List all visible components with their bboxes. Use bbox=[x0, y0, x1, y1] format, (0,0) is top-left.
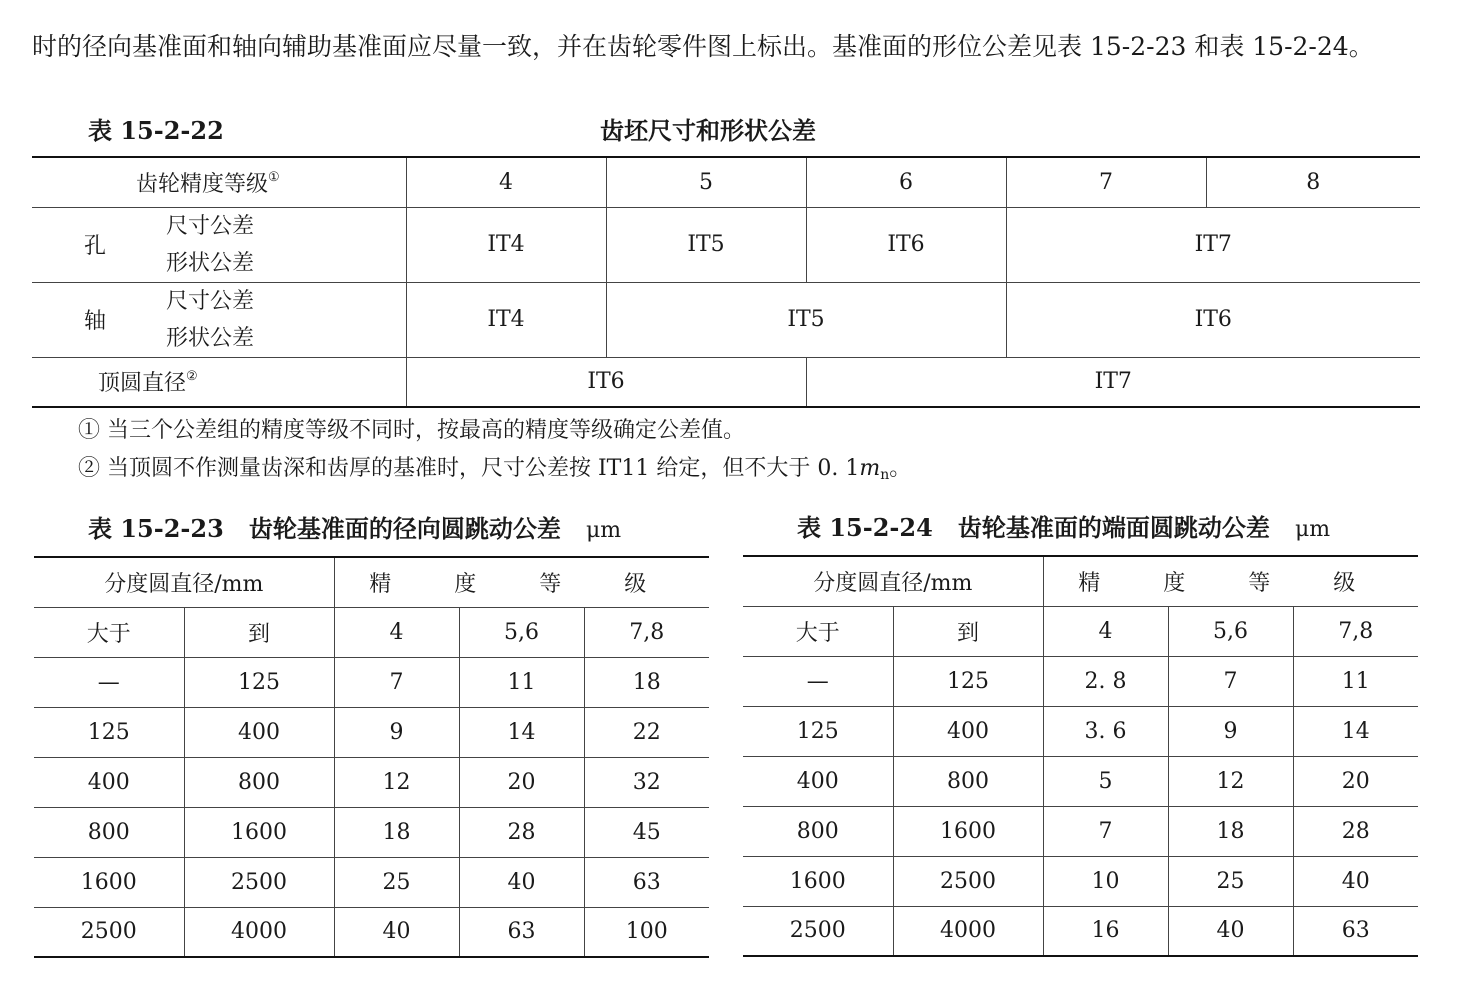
grade-header-cell: 齿轮精度等级① bbox=[32, 157, 406, 207]
cell: 400 bbox=[893, 706, 1043, 756]
cell: 25 bbox=[1168, 856, 1293, 906]
cell: 14 bbox=[1293, 706, 1418, 756]
table2-caption: 表 15-2-23 齿轮基准面的径向圆跳动公差 μm bbox=[88, 514, 622, 543]
note-1: ① 当三个公差组的精度等级不同时，按最高的精度等级确定公差值。 bbox=[78, 418, 745, 443]
shaft-it6: IT6 bbox=[1006, 282, 1420, 357]
cell: 20 bbox=[459, 757, 584, 807]
table-row bbox=[743, 706, 1418, 756]
cell: 7 bbox=[1168, 656, 1293, 706]
grade-header: 精 度 等 级 bbox=[334, 557, 709, 607]
size-tolerance-label: 尺寸公差 bbox=[166, 288, 255, 314]
col-grade-4: 4 bbox=[334, 607, 459, 657]
cell: 9 bbox=[334, 707, 459, 757]
cell: — bbox=[34, 657, 184, 707]
tip-it6: IT6 bbox=[406, 357, 806, 407]
grade-cell: 8 bbox=[1206, 157, 1420, 207]
cell: 3. 6 bbox=[1043, 706, 1168, 756]
radial-runout-table bbox=[34, 556, 709, 958]
cell: 4000 bbox=[893, 906, 1043, 956]
hole-it6: IT6 bbox=[806, 207, 1006, 282]
col-grade-5-6: 5,6 bbox=[1168, 606, 1293, 656]
intro-paragraph: 时的径向基准面和轴向辅助基准面应尽量一致，并在齿轮零件图上标出。基准面的形位公差见表 15-2-23 和表 15-2-24。 bbox=[32, 32, 1374, 61]
col-grade-7-8: 7,8 bbox=[1293, 606, 1418, 656]
cell: 28 bbox=[459, 807, 584, 857]
cell: — bbox=[743, 656, 893, 706]
diameter-header: 分度圆直径/mm bbox=[34, 557, 334, 607]
cell: 32 bbox=[584, 757, 709, 807]
cell: 1600 bbox=[743, 856, 893, 906]
table-row bbox=[34, 707, 709, 757]
cell: 63 bbox=[1293, 906, 1418, 956]
col-grade-4: 4 bbox=[1043, 606, 1168, 656]
table-row bbox=[34, 757, 709, 807]
table-row bbox=[743, 806, 1418, 856]
cell: 1600 bbox=[184, 807, 334, 857]
axial-runout-table bbox=[743, 555, 1418, 957]
cell: 400 bbox=[743, 756, 893, 806]
hole-label: 孔 bbox=[83, 234, 106, 259]
table-row bbox=[743, 656, 1418, 706]
note-2: ② 当顶圆不作测量齿深和齿厚的基准时，尺寸公差按 IT11 给定，但不大于 0. 1mn。 bbox=[78, 456, 912, 483]
table-row bbox=[743, 856, 1418, 906]
shaft-row-header bbox=[32, 282, 406, 357]
cell: 45 bbox=[584, 807, 709, 857]
cell: 2500 bbox=[743, 906, 893, 956]
cell: 25 bbox=[334, 857, 459, 907]
cell: 7 bbox=[1043, 806, 1168, 856]
col-grade-7-8: 7,8 bbox=[584, 607, 709, 657]
table-row bbox=[34, 807, 709, 857]
cell: 125 bbox=[893, 656, 1043, 706]
shaft-label: 轴 bbox=[83, 309, 106, 334]
cell: 14 bbox=[459, 707, 584, 757]
size-tolerance-label: 尺寸公差 bbox=[166, 213, 255, 239]
cell: 18 bbox=[584, 657, 709, 707]
cell: 2500 bbox=[34, 907, 184, 957]
cell: 16 bbox=[1043, 906, 1168, 956]
col-to: 到 bbox=[184, 607, 334, 657]
grade-cell: 7 bbox=[1006, 157, 1206, 207]
table1-notes bbox=[78, 412, 911, 494]
table1-number: 表 15-2-22 bbox=[88, 116, 224, 145]
table-row bbox=[34, 857, 709, 907]
cell: 800 bbox=[34, 807, 184, 857]
cell: 18 bbox=[334, 807, 459, 857]
cell: 125 bbox=[34, 707, 184, 757]
cell: 22 bbox=[584, 707, 709, 757]
cell: 800 bbox=[184, 757, 334, 807]
cell: 7 bbox=[334, 657, 459, 707]
cell: 18 bbox=[1168, 806, 1293, 856]
tip-diameter-header: 顶圆直径② bbox=[32, 357, 406, 407]
form-tolerance-label: 形状公差 bbox=[166, 325, 255, 351]
cell: 28 bbox=[1293, 806, 1418, 856]
cell: 400 bbox=[184, 707, 334, 757]
cell: 20 bbox=[1293, 756, 1418, 806]
cell: 1600 bbox=[34, 857, 184, 907]
cell: 2500 bbox=[893, 856, 1043, 906]
cell: 40 bbox=[459, 857, 584, 907]
tip-it7: IT7 bbox=[806, 357, 1420, 407]
hole-it4: IT4 bbox=[406, 207, 606, 282]
col-to: 到 bbox=[893, 606, 1043, 656]
cell: 63 bbox=[584, 857, 709, 907]
cell: 800 bbox=[893, 756, 1043, 806]
cell: 125 bbox=[184, 657, 334, 707]
table3-caption: 表 15-2-24 齿轮基准面的端面圆跳动公差 μm bbox=[797, 513, 1331, 542]
grade-cell: 6 bbox=[806, 157, 1006, 207]
cell: 10 bbox=[1043, 856, 1168, 906]
table-row bbox=[743, 756, 1418, 806]
cell: 100 bbox=[584, 907, 709, 957]
gear-blank-tolerance-table bbox=[32, 156, 1420, 408]
table1-title: 齿坯尺寸和形状公差 bbox=[600, 117, 816, 145]
cell: 4000 bbox=[184, 907, 334, 957]
cell: 12 bbox=[1168, 756, 1293, 806]
table-row bbox=[743, 906, 1418, 956]
cell: 2. 8 bbox=[1043, 656, 1168, 706]
cell: 40 bbox=[1168, 906, 1293, 956]
cell: 63 bbox=[459, 907, 584, 957]
cell: 5 bbox=[1043, 756, 1168, 806]
cell: 11 bbox=[1293, 656, 1418, 706]
grade-header: 精 度 等 级 bbox=[1043, 556, 1418, 606]
cell: 1600 bbox=[893, 806, 1043, 856]
table-row bbox=[34, 657, 709, 707]
cell: 125 bbox=[743, 706, 893, 756]
cell: 800 bbox=[743, 806, 893, 856]
grade-cell: 5 bbox=[606, 157, 806, 207]
cell: 2500 bbox=[184, 857, 334, 907]
cell: 12 bbox=[334, 757, 459, 807]
cell: 9 bbox=[1168, 706, 1293, 756]
diameter-header: 分度圆直径/mm bbox=[743, 556, 1043, 606]
cell: 400 bbox=[34, 757, 184, 807]
grade-cell: 4 bbox=[406, 157, 606, 207]
hole-it7: IT7 bbox=[1006, 207, 1420, 282]
shaft-it5: IT5 bbox=[606, 282, 1006, 357]
cell: 11 bbox=[459, 657, 584, 707]
col-over: 大于 bbox=[743, 606, 893, 656]
shaft-it4: IT4 bbox=[406, 282, 606, 357]
col-grade-5-6: 5,6 bbox=[459, 607, 584, 657]
hole-it5: IT5 bbox=[606, 207, 806, 282]
cell: 40 bbox=[334, 907, 459, 957]
cell: 40 bbox=[1293, 856, 1418, 906]
hole-row-header bbox=[32, 207, 406, 282]
form-tolerance-label: 形状公差 bbox=[166, 250, 255, 276]
table-row bbox=[34, 907, 709, 957]
col-over: 大于 bbox=[34, 607, 184, 657]
